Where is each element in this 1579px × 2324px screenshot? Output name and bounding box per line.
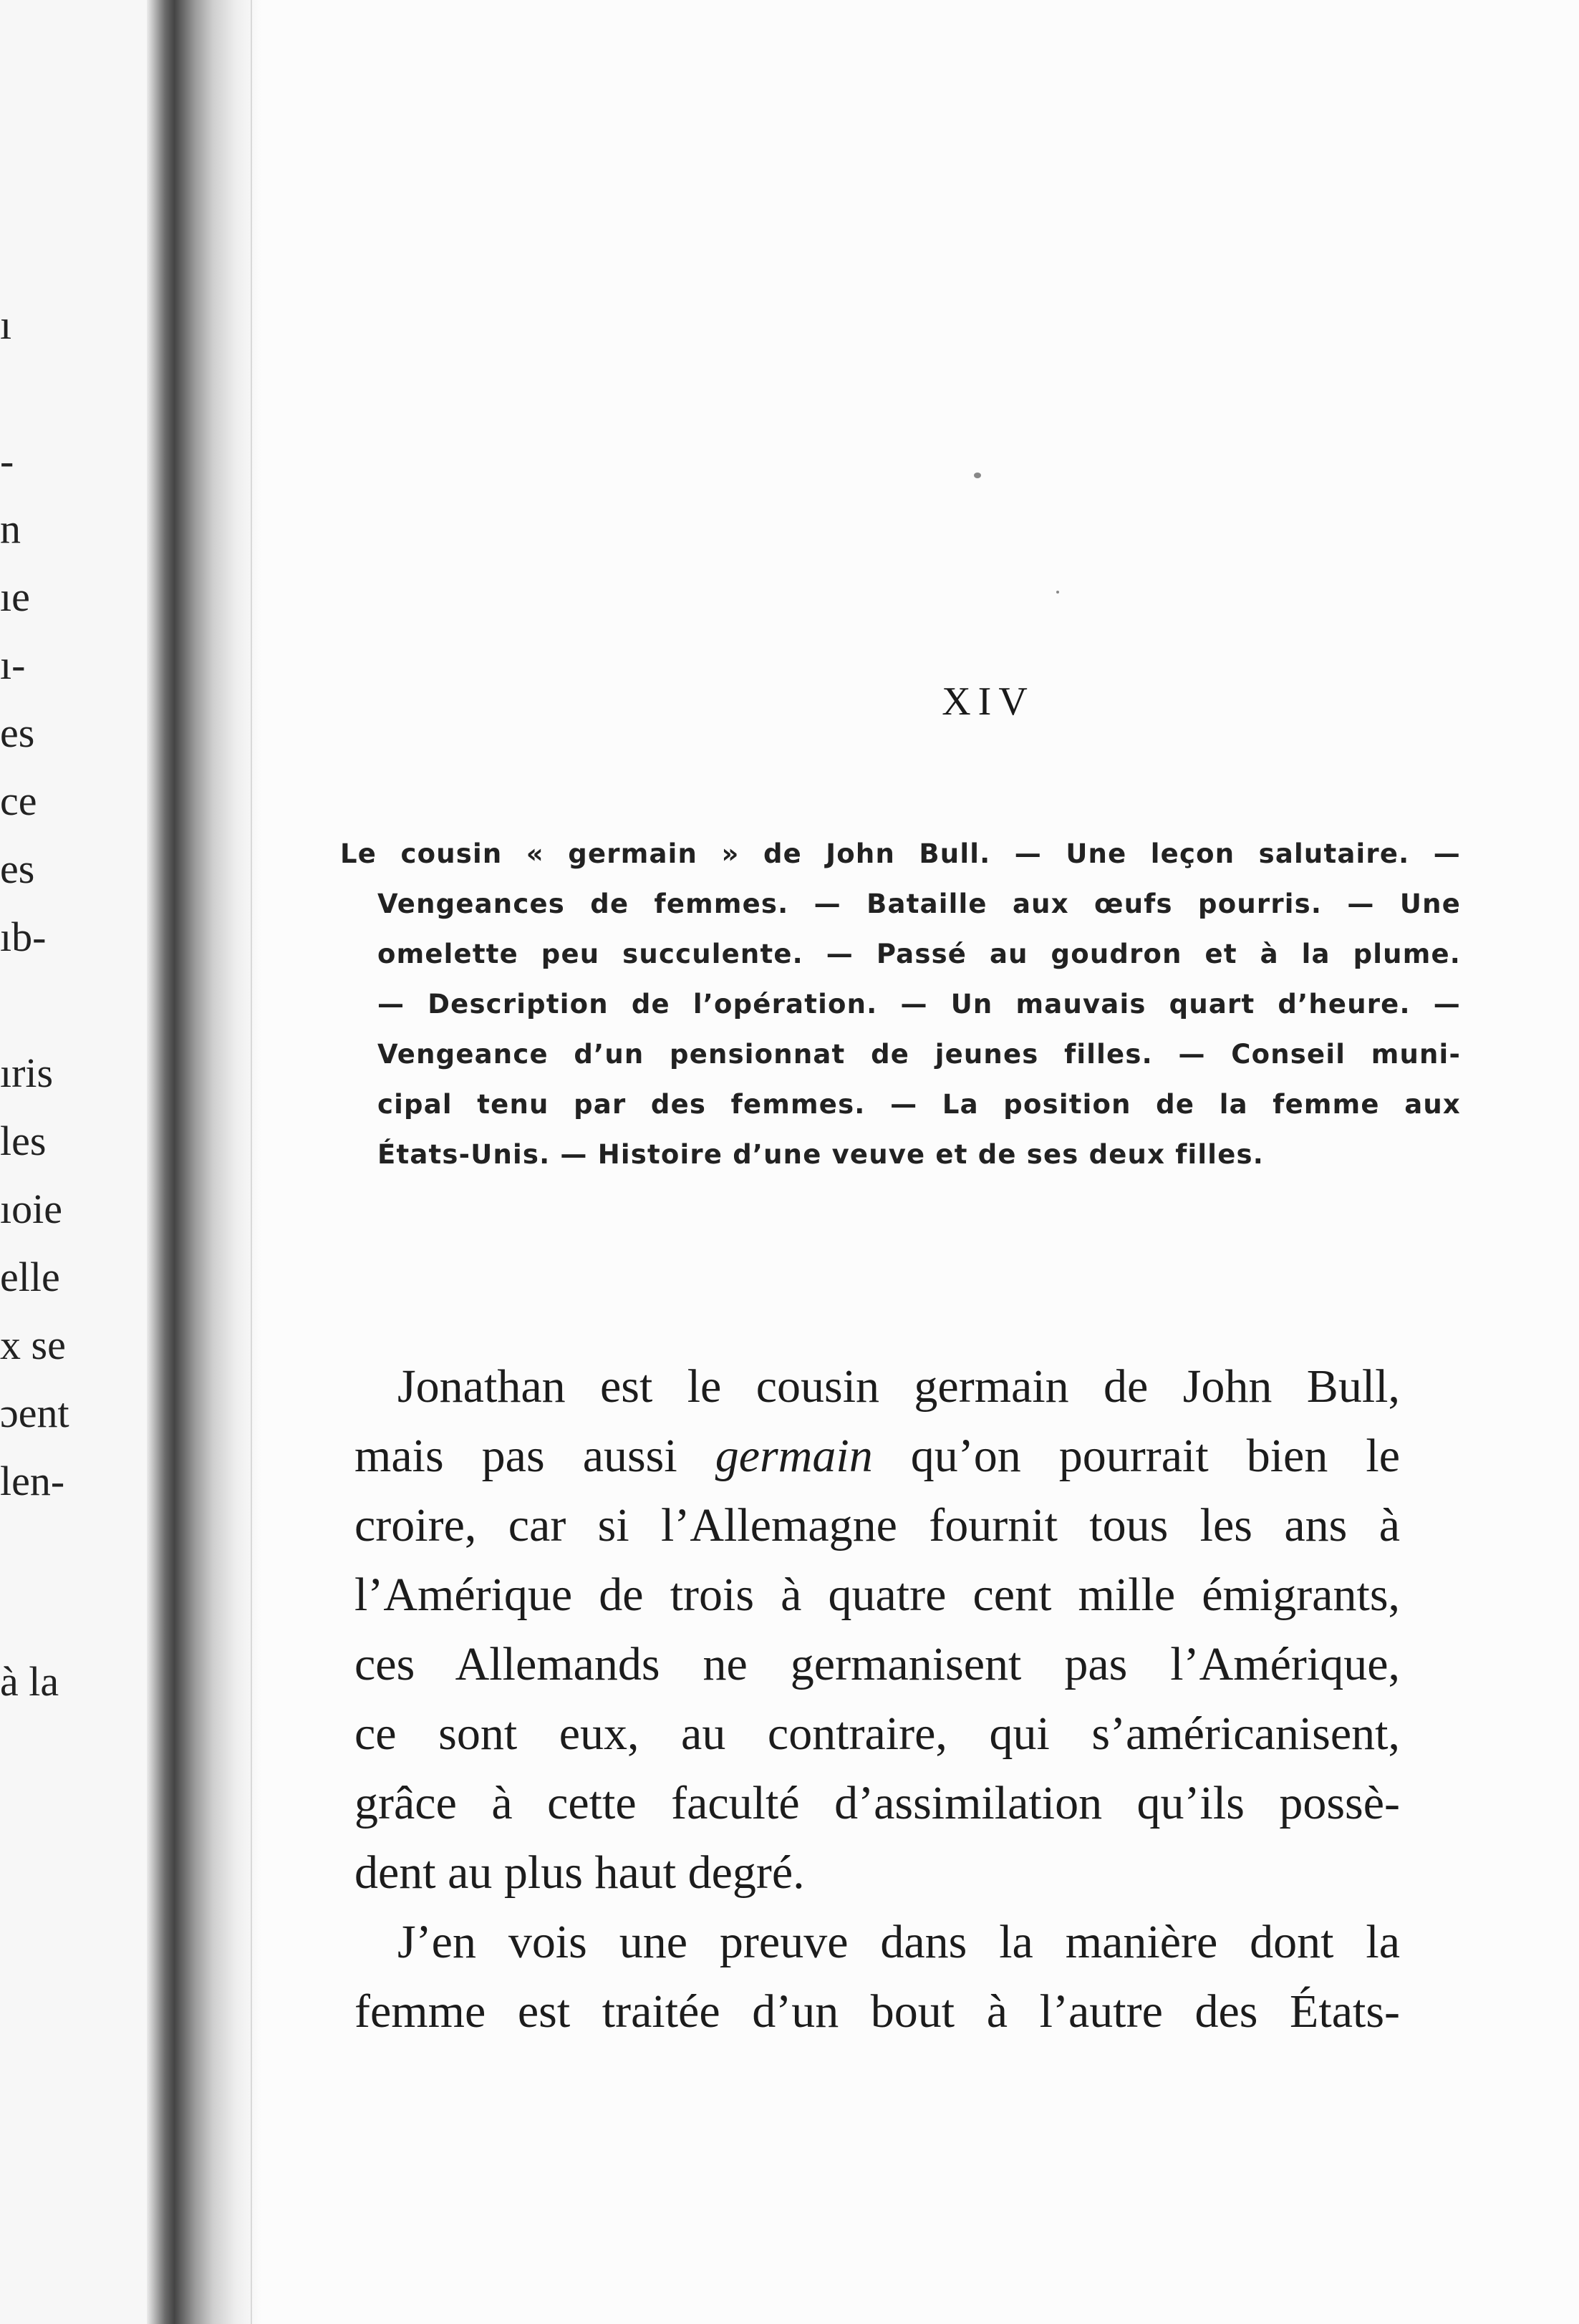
body-line: dent au plus haut degré.	[354, 1846, 805, 1899]
left-fragment: ıb-	[0, 914, 47, 960]
summary-line: Vengeance d’un pensionnat de jeunes filles. — Conseil muni-	[377, 1039, 1461, 1070]
body-text-run: mais pas aussi	[354, 1430, 715, 1482]
paper-speck	[974, 473, 981, 478]
body-line: ces Allemands ne germanisent pas l’Amérique,	[354, 1638, 1400, 1690]
summary-line: États-Unis. — Histoire d’une veuve et de ses deux filles.	[377, 1139, 1264, 1170]
chapter-number: XIV	[942, 679, 1035, 724]
left-fragment: es	[0, 710, 35, 756]
summary-line: cipal tenu par des femmes. — La position de la femme aux	[377, 1089, 1461, 1120]
left-fragment: ıe	[0, 573, 30, 620]
body-line: ce sont eux, au contraire, qui s’américanisent,	[354, 1708, 1400, 1760]
summary-line: omelette peu succulente. — Passé au goudron et à la plume.	[377, 939, 1461, 969]
book-page	[258, 0, 1579, 2324]
italic-word: germain	[715, 1430, 873, 1482]
body-line: l’Amérique de trois à quatre cent mille émigrants,	[354, 1569, 1400, 1621]
summary-line: — Description de l’opération. — Un mauvais quart d’heure. —	[377, 989, 1461, 1020]
left-fragment: ıris	[0, 1050, 54, 1096]
left-fragment: es	[0, 846, 35, 892]
left-fragment: à la	[0, 1658, 59, 1705]
left-fragment: ıoie	[0, 1186, 62, 1232]
left-fragment: -	[0, 437, 14, 484]
body-line: grâce à cette faculté d’assimilation qu’ils possè-	[354, 1777, 1400, 1829]
page-edge-line	[251, 0, 252, 2324]
paper-speck	[1056, 591, 1059, 594]
body-line: croire, car si l’Allemagne fournit tous les ans à	[354, 1499, 1400, 1551]
body-line: J’en vois une preuve dans la manière dont la	[397, 1916, 1400, 1968]
left-fragment: x se	[0, 1322, 66, 1368]
book-gutter-shadow	[147, 0, 261, 2324]
summary-line: Vengeances de femmes. — Bataille aux œufs pourris. — Une	[377, 889, 1461, 919]
left-fragment: ı-	[0, 641, 26, 688]
left-fragment: ı	[0, 301, 12, 348]
body-text-run: qu’on pourrait bien le	[872, 1430, 1400, 1482]
body-line: femme est traitée d’un bout à l’autre des États-	[354, 1985, 1400, 2038]
body-line: Jonathan est le cousin germain de John Bull,	[397, 1360, 1400, 1413]
left-fragment: ɔent	[0, 1390, 69, 1436]
left-fragment: ce	[0, 778, 37, 824]
body-line	[354, 1421, 1400, 1491]
left-fragment: elle	[0, 1254, 60, 1300]
body-text	[354, 1352, 1400, 2046]
left-fragment: n	[0, 505, 21, 552]
left-fragment: len-	[0, 1458, 65, 1504]
summary-line: Le cousin « germain » de John Bull. — Une leçon salutaire. —	[340, 838, 1461, 869]
left-page-fragment	[0, 0, 158, 2324]
chapter-summary	[340, 829, 1461, 1180]
left-fragment: les	[0, 1118, 47, 1164]
